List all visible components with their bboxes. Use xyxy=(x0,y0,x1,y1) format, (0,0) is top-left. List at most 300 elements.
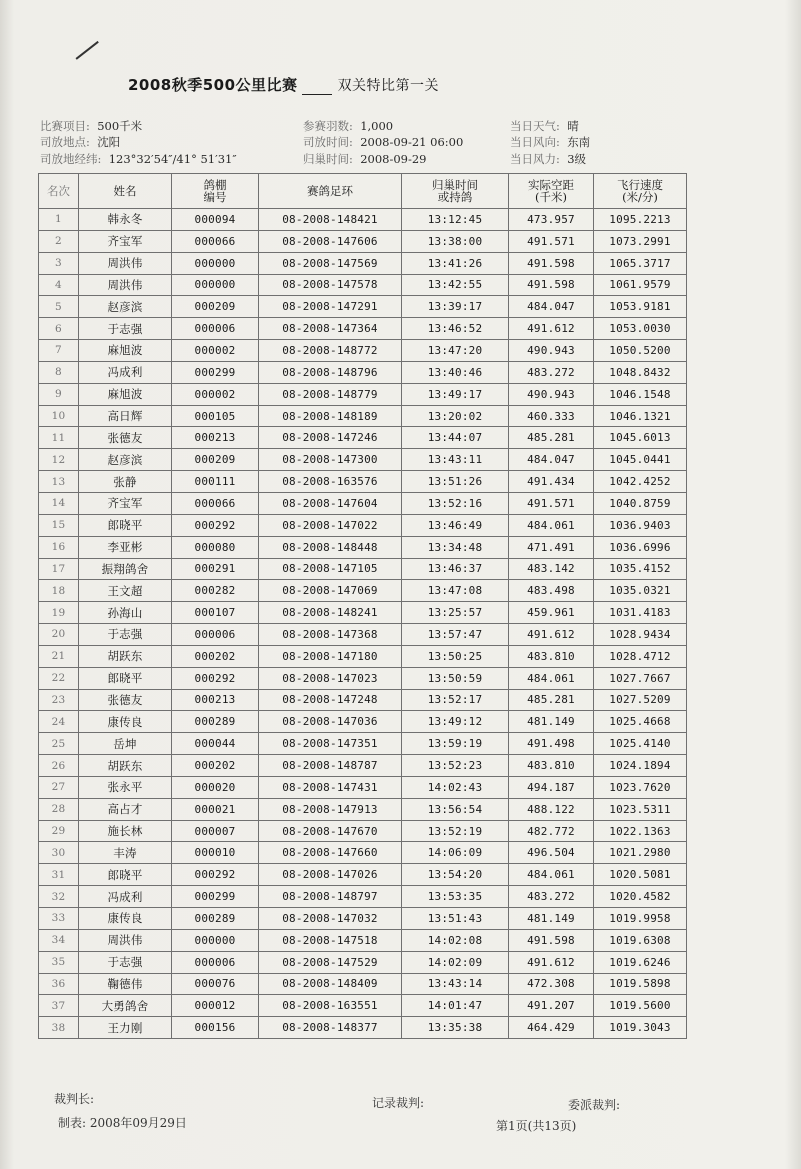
ring-cell: 08-2008-147105 xyxy=(259,558,402,580)
arrival-time-cell: 13:52:19 xyxy=(402,820,509,842)
ring-cell: 08-2008-147431 xyxy=(259,776,402,798)
rank-cell: 14 xyxy=(39,492,79,514)
distance-cell: 482.772 xyxy=(509,820,594,842)
ring-cell: 08-2008-147032 xyxy=(259,908,402,930)
name-cell: 丰涛 xyxy=(79,842,172,864)
arrival-time-cell: 13:56:54 xyxy=(402,798,509,820)
rank-cell: 15 xyxy=(39,514,79,536)
rank-cell: 3 xyxy=(39,252,79,274)
name-cell: 郎晓平 xyxy=(79,864,172,886)
name-cell: 周洪伟 xyxy=(79,252,172,274)
arrival-time-cell: 14:01:47 xyxy=(402,995,509,1017)
name-cell: 齐宝军 xyxy=(79,230,172,252)
speed-cell: 1027.7667 xyxy=(594,667,687,689)
meta-value: 3级 xyxy=(567,152,587,166)
rank-cell: 32 xyxy=(39,886,79,908)
arrival-time-cell: 13:53:35 xyxy=(402,886,509,908)
arrival-time-cell: 14:02:08 xyxy=(402,929,509,951)
name-cell: 麻旭波 xyxy=(79,383,172,405)
ring-cell: 08-2008-163576 xyxy=(259,471,402,493)
ring-cell: 08-2008-147670 xyxy=(259,820,402,842)
arrival-time-cell: 13:38:00 xyxy=(402,230,509,252)
ring-cell: 08-2008-147351 xyxy=(259,733,402,755)
distance-cell: 491.498 xyxy=(509,733,594,755)
distance-cell: 485.281 xyxy=(509,427,594,449)
meta-value: 500千米 xyxy=(97,119,143,133)
distance-cell: 491.434 xyxy=(509,471,594,493)
table-row xyxy=(39,361,687,383)
table-row xyxy=(39,733,687,755)
meta-value: 晴 xyxy=(567,119,579,133)
speed-cell: 1053.0030 xyxy=(594,318,687,340)
table-row xyxy=(39,645,687,667)
table-row xyxy=(39,1017,687,1039)
ring-cell: 08-2008-147022 xyxy=(259,514,402,536)
loft-no-cell: 000006 xyxy=(172,951,259,973)
ring-cell: 08-2008-147036 xyxy=(259,711,402,733)
name-cell: 高日辉 xyxy=(79,405,172,427)
distance-cell: 494.187 xyxy=(509,776,594,798)
arrival-time-cell: 13:42:55 xyxy=(402,274,509,296)
speed-cell: 1061.9579 xyxy=(594,274,687,296)
loft-no-cell: 000020 xyxy=(172,776,259,798)
distance-cell: 491.612 xyxy=(509,624,594,646)
loft-no-cell: 000299 xyxy=(172,886,259,908)
table-row xyxy=(39,405,687,427)
rank-cell: 35 xyxy=(39,951,79,973)
ring-cell: 08-2008-147606 xyxy=(259,230,402,252)
name-cell: 康传良 xyxy=(79,908,172,930)
rank-cell: 36 xyxy=(39,973,79,995)
distance-cell: 484.061 xyxy=(509,864,594,886)
ring-cell: 08-2008-147300 xyxy=(259,449,402,471)
name-cell: 孙海山 xyxy=(79,602,172,624)
table-row xyxy=(39,908,687,930)
rank-cell: 12 xyxy=(39,449,79,471)
rank-cell: 21 xyxy=(39,645,79,667)
table-row xyxy=(39,602,687,624)
speed-cell: 1020.5081 xyxy=(594,864,687,886)
table-made-date: 制表: 2008年09月29日 xyxy=(58,1116,187,1130)
loft-no-cell: 000066 xyxy=(172,230,259,252)
table-header-row xyxy=(39,174,687,209)
distance-cell: 483.810 xyxy=(509,645,594,667)
table-row xyxy=(39,995,687,1017)
loft-no-cell: 000010 xyxy=(172,842,259,864)
ring-cell: 08-2008-147069 xyxy=(259,580,402,602)
name-cell: 周洪伟 xyxy=(79,274,172,296)
name-cell: 冯成利 xyxy=(79,886,172,908)
rank-cell: 33 xyxy=(39,908,79,930)
table-row xyxy=(39,776,687,798)
speed-cell: 1023.5311 xyxy=(594,798,687,820)
speed-cell: 1035.4152 xyxy=(594,558,687,580)
loft-no-cell: 000066 xyxy=(172,492,259,514)
distance-cell: 483.272 xyxy=(509,886,594,908)
rank-cell: 37 xyxy=(39,995,79,1017)
name-cell: 王文超 xyxy=(79,580,172,602)
name-cell: 张永平 xyxy=(79,776,172,798)
rank-cell: 30 xyxy=(39,842,79,864)
distance-cell: 483.810 xyxy=(509,755,594,777)
table-row xyxy=(39,296,687,318)
loft-no-cell: 000094 xyxy=(172,209,259,231)
speed-cell: 1028.4712 xyxy=(594,645,687,667)
header-distance: 实际空距 (千米) xyxy=(509,174,594,209)
table-row xyxy=(39,449,687,471)
arrival-time-cell: 13:46:37 xyxy=(402,558,509,580)
rank-cell: 31 xyxy=(39,864,79,886)
loft-no-cell: 000044 xyxy=(172,733,259,755)
meta-entries xyxy=(303,118,393,134)
arrival-time-cell: 13:39:17 xyxy=(402,296,509,318)
loft-no-cell: 000105 xyxy=(172,405,259,427)
meta-wind-direction xyxy=(510,134,590,150)
loft-no-cell: 000111 xyxy=(172,471,259,493)
table-row xyxy=(39,492,687,514)
name-cell: 高占才 xyxy=(79,798,172,820)
name-cell: 赵彦滨 xyxy=(79,449,172,471)
table-row xyxy=(39,951,687,973)
arrival-time-cell: 13:49:12 xyxy=(402,711,509,733)
table-row xyxy=(39,842,687,864)
loft-no-cell: 000213 xyxy=(172,427,259,449)
ring-cell: 08-2008-148189 xyxy=(259,405,402,427)
ring-cell: 08-2008-147368 xyxy=(259,624,402,646)
distance-cell: 481.149 xyxy=(509,711,594,733)
rank-cell: 34 xyxy=(39,929,79,951)
arrival-time-cell: 13:52:17 xyxy=(402,689,509,711)
arrival-time-cell: 13:12:45 xyxy=(402,209,509,231)
table-row xyxy=(39,755,687,777)
recorder-signature-label: 记录裁判: xyxy=(372,1096,425,1110)
name-cell: 韩永冬 xyxy=(79,209,172,231)
table-row xyxy=(39,886,687,908)
meta-label: 归巢时间: xyxy=(303,152,353,166)
table-row xyxy=(39,667,687,689)
arrival-time-cell: 13:52:23 xyxy=(402,755,509,777)
arrival-time-cell: 13:41:26 xyxy=(402,252,509,274)
name-cell: 麻旭波 xyxy=(79,340,172,362)
name-cell: 胡跃东 xyxy=(79,755,172,777)
loft-no-cell: 000299 xyxy=(172,361,259,383)
speed-cell: 1065.3717 xyxy=(594,252,687,274)
meta-release-time xyxy=(303,134,463,150)
speed-cell: 1027.5209 xyxy=(594,689,687,711)
table-row xyxy=(39,471,687,493)
meta-wind-force xyxy=(510,151,586,167)
ring-cell: 08-2008-148772 xyxy=(259,340,402,362)
rank-cell: 27 xyxy=(39,776,79,798)
ring-cell: 08-2008-147913 xyxy=(259,798,402,820)
distance-cell: 490.943 xyxy=(509,340,594,362)
arrival-time-cell: 13:51:43 xyxy=(402,908,509,930)
arrival-time-cell: 13:20:02 xyxy=(402,405,509,427)
ring-cell: 08-2008-147291 xyxy=(259,296,402,318)
speed-cell: 1025.4668 xyxy=(594,711,687,733)
rank-cell: 23 xyxy=(39,689,79,711)
ring-cell: 08-2008-147569 xyxy=(259,252,402,274)
loft-no-cell: 000012 xyxy=(172,995,259,1017)
loft-no-cell: 000292 xyxy=(172,667,259,689)
table-row xyxy=(39,798,687,820)
distance-cell: 464.429 xyxy=(509,1017,594,1039)
distance-cell: 496.504 xyxy=(509,842,594,864)
arrival-time-cell: 13:46:49 xyxy=(402,514,509,536)
loft-no-cell: 000289 xyxy=(172,711,259,733)
loft-no-cell: 000202 xyxy=(172,755,259,777)
ring-cell: 08-2008-163551 xyxy=(259,995,402,1017)
speed-cell: 1036.9403 xyxy=(594,514,687,536)
arrival-time-cell: 13:57:47 xyxy=(402,624,509,646)
table-row xyxy=(39,711,687,733)
rank-cell: 26 xyxy=(39,755,79,777)
rank-cell: 9 xyxy=(39,383,79,405)
meta-label: 当日天气: xyxy=(510,119,560,133)
rank-cell: 7 xyxy=(39,340,79,362)
ring-cell: 08-2008-148797 xyxy=(259,886,402,908)
rank-cell: 11 xyxy=(39,427,79,449)
rank-cell: 2 xyxy=(39,230,79,252)
distance-cell: 491.571 xyxy=(509,492,594,514)
distance-cell: 491.612 xyxy=(509,318,594,340)
table-body xyxy=(39,209,687,1039)
arrival-time-cell: 13:35:38 xyxy=(402,1017,509,1039)
rank-cell: 22 xyxy=(39,667,79,689)
loft-no-cell: 000076 xyxy=(172,973,259,995)
distance-cell: 473.957 xyxy=(509,209,594,231)
arrival-time-cell: 13:25:57 xyxy=(402,602,509,624)
referee-signature-label: 裁判长: xyxy=(54,1092,95,1106)
name-cell: 施长林 xyxy=(79,820,172,842)
name-cell: 王力刚 xyxy=(79,1017,172,1039)
name-cell: 振翔鸽舍 xyxy=(79,558,172,580)
title-underline xyxy=(302,94,332,95)
meta-event xyxy=(40,118,142,134)
loft-no-cell: 000209 xyxy=(172,296,259,318)
rank-cell: 13 xyxy=(39,471,79,493)
distance-cell: 488.122 xyxy=(509,798,594,820)
speed-cell: 1025.4140 xyxy=(594,733,687,755)
speed-cell: 1048.8432 xyxy=(594,361,687,383)
arrival-time-cell: 13:50:59 xyxy=(402,667,509,689)
speed-cell: 1046.1548 xyxy=(594,383,687,405)
speed-cell: 1031.4183 xyxy=(594,602,687,624)
table-row xyxy=(39,864,687,886)
table-row xyxy=(39,536,687,558)
ring-cell: 08-2008-148377 xyxy=(259,1017,402,1039)
speed-cell: 1019.6308 xyxy=(594,929,687,951)
arrival-time-cell: 13:34:48 xyxy=(402,536,509,558)
loft-no-cell: 000291 xyxy=(172,558,259,580)
loft-no-cell: 000213 xyxy=(172,689,259,711)
meta-label: 当日风力: xyxy=(510,152,560,166)
name-cell: 周洪伟 xyxy=(79,929,172,951)
name-cell: 康传良 xyxy=(79,711,172,733)
meta-label: 司放时间: xyxy=(303,135,353,149)
table-row xyxy=(39,318,687,340)
table-row xyxy=(39,973,687,995)
rank-cell: 5 xyxy=(39,296,79,318)
rank-cell: 6 xyxy=(39,318,79,340)
header-loft-no: 鸽棚 编号 xyxy=(172,174,259,209)
rank-cell: 20 xyxy=(39,624,79,646)
ring-cell: 08-2008-147026 xyxy=(259,864,402,886)
distance-cell: 484.047 xyxy=(509,449,594,471)
arrival-time-cell: 13:54:20 xyxy=(402,864,509,886)
loft-no-cell: 000006 xyxy=(172,318,259,340)
rank-cell: 29 xyxy=(39,820,79,842)
meta-release-place xyxy=(40,134,120,150)
distance-cell: 459.961 xyxy=(509,602,594,624)
loft-no-cell: 000000 xyxy=(172,274,259,296)
ring-cell: 08-2008-147180 xyxy=(259,645,402,667)
speed-cell: 1045.0441 xyxy=(594,449,687,471)
rank-cell: 19 xyxy=(39,602,79,624)
ring-cell: 08-2008-148796 xyxy=(259,361,402,383)
rank-cell: 17 xyxy=(39,558,79,580)
speed-cell: 1020.4582 xyxy=(594,886,687,908)
rank-cell: 4 xyxy=(39,274,79,296)
speed-cell: 1042.4252 xyxy=(594,471,687,493)
arrival-time-cell: 13:43:14 xyxy=(402,973,509,995)
speed-cell: 1028.9434 xyxy=(594,624,687,646)
distance-cell: 483.272 xyxy=(509,361,594,383)
ring-cell: 08-2008-147023 xyxy=(259,667,402,689)
speed-cell: 1036.6996 xyxy=(594,536,687,558)
rank-cell: 18 xyxy=(39,580,79,602)
name-cell: 于志强 xyxy=(79,318,172,340)
ring-cell: 08-2008-147518 xyxy=(259,929,402,951)
table-row xyxy=(39,427,687,449)
loft-no-cell: 000002 xyxy=(172,340,259,362)
subtitle-text: 双关特比第一关 xyxy=(337,78,440,94)
speed-cell: 1095.2213 xyxy=(594,209,687,231)
rank-cell: 10 xyxy=(39,405,79,427)
speed-cell: 1073.2991 xyxy=(594,230,687,252)
results-table xyxy=(38,173,687,1039)
arrival-time-cell: 13:51:26 xyxy=(402,471,509,493)
header-name: 姓名 xyxy=(79,174,172,209)
title-text: 2008秋季500公里比赛 xyxy=(128,76,298,94)
meta-value: 2008-09-21 06:00 xyxy=(360,135,464,149)
speed-cell: 1040.8759 xyxy=(594,492,687,514)
name-cell: 鞠德伟 xyxy=(79,973,172,995)
loft-no-cell: 000292 xyxy=(172,864,259,886)
name-cell: 李亚彬 xyxy=(79,536,172,558)
distance-cell: 472.308 xyxy=(509,973,594,995)
ring-cell: 08-2008-148409 xyxy=(259,973,402,995)
ring-cell: 08-2008-148421 xyxy=(259,209,402,231)
name-cell: 张静 xyxy=(79,471,172,493)
table-row xyxy=(39,230,687,252)
table-row xyxy=(39,340,687,362)
name-cell: 郎晓平 xyxy=(79,514,172,536)
speed-cell: 1019.3043 xyxy=(594,1017,687,1039)
speed-cell: 1019.5600 xyxy=(594,995,687,1017)
speed-cell: 1022.1363 xyxy=(594,820,687,842)
rank-cell: 28 xyxy=(39,798,79,820)
delegate-signature-label: 委派裁判: xyxy=(568,1098,621,1112)
speed-cell: 1019.5898 xyxy=(594,973,687,995)
header-rank: 名次 xyxy=(39,174,79,209)
speed-cell: 1024.1894 xyxy=(594,755,687,777)
name-cell: 冯成利 xyxy=(79,361,172,383)
table-row xyxy=(39,252,687,274)
ring-cell: 08-2008-148787 xyxy=(259,755,402,777)
distance-cell: 491.207 xyxy=(509,995,594,1017)
loft-no-cell: 000000 xyxy=(172,929,259,951)
speed-cell: 1035.0321 xyxy=(594,580,687,602)
arrival-time-cell: 14:06:09 xyxy=(402,842,509,864)
rank-cell: 1 xyxy=(39,209,79,231)
distance-cell: 481.149 xyxy=(509,908,594,930)
distance-cell: 491.598 xyxy=(509,929,594,951)
table-row xyxy=(39,929,687,951)
ring-cell: 08-2008-147604 xyxy=(259,492,402,514)
meta-return-time xyxy=(303,151,427,167)
loft-no-cell: 000289 xyxy=(172,908,259,930)
meta-label: 比赛项目: xyxy=(40,119,90,133)
meta-coordinates xyxy=(40,151,237,167)
meta-value: 2008-09-29 xyxy=(360,152,427,166)
speed-cell: 1019.9958 xyxy=(594,908,687,930)
table-row xyxy=(39,383,687,405)
ring-cell: 08-2008-147364 xyxy=(259,318,402,340)
distance-cell: 491.612 xyxy=(509,951,594,973)
meta-value: 东南 xyxy=(567,135,591,149)
loft-no-cell: 000006 xyxy=(172,624,259,646)
loft-no-cell: 000209 xyxy=(172,449,259,471)
loft-no-cell: 000292 xyxy=(172,514,259,536)
ring-cell: 08-2008-147660 xyxy=(259,842,402,864)
page-number: 第1页(共13页) xyxy=(496,1119,577,1133)
ring-cell: 08-2008-148241 xyxy=(259,602,402,624)
ring-cell: 08-2008-148448 xyxy=(259,536,402,558)
distance-cell: 484.061 xyxy=(509,514,594,536)
name-cell: 赵彦滨 xyxy=(79,296,172,318)
arrival-time-cell: 14:02:09 xyxy=(402,951,509,973)
name-cell: 张德友 xyxy=(79,689,172,711)
arrival-time-cell: 13:59:19 xyxy=(402,733,509,755)
rank-cell: 8 xyxy=(39,361,79,383)
meta-label: 参赛羽数: xyxy=(303,119,353,133)
distance-cell: 490.943 xyxy=(509,383,594,405)
meta-value: 沈阳 xyxy=(97,135,121,149)
meta-value: 1,000 xyxy=(360,119,394,133)
name-cell: 郎晓平 xyxy=(79,667,172,689)
header-arrival-time: 归巢时间 或持鸽 xyxy=(402,174,509,209)
ring-cell: 08-2008-147246 xyxy=(259,427,402,449)
distance-cell: 484.061 xyxy=(509,667,594,689)
document-title xyxy=(128,74,439,95)
distance-cell: 491.598 xyxy=(509,252,594,274)
distance-cell: 483.498 xyxy=(509,580,594,602)
arrival-time-cell: 14:02:43 xyxy=(402,776,509,798)
name-cell: 于志强 xyxy=(79,951,172,973)
table-row xyxy=(39,274,687,296)
distance-cell: 491.571 xyxy=(509,230,594,252)
loft-no-cell: 000021 xyxy=(172,798,259,820)
table-row xyxy=(39,514,687,536)
distance-cell: 460.333 xyxy=(509,405,594,427)
table-row xyxy=(39,624,687,646)
name-cell: 于志强 xyxy=(79,624,172,646)
arrival-time-cell: 13:43:11 xyxy=(402,449,509,471)
name-cell: 张德友 xyxy=(79,427,172,449)
meta-label: 司放地点: xyxy=(40,135,90,149)
arrival-time-cell: 13:52:16 xyxy=(402,492,509,514)
